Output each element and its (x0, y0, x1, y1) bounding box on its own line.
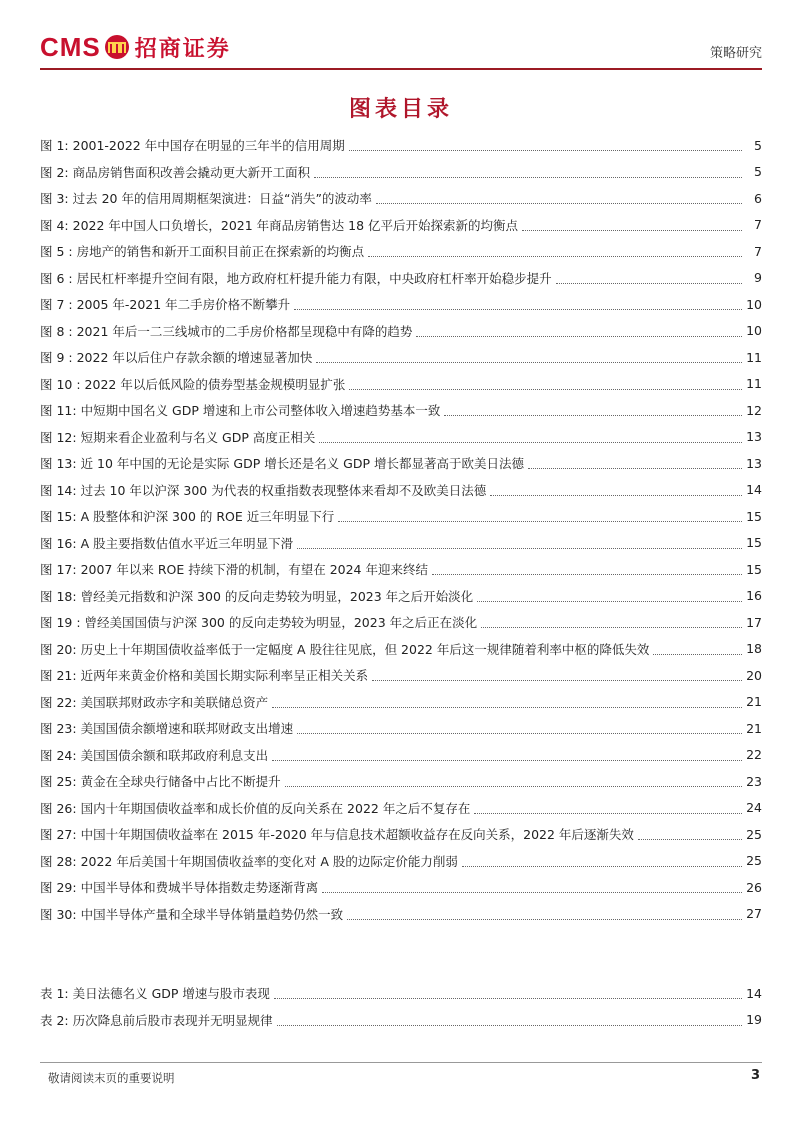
dot-leader (490, 494, 742, 496)
figure-entry-label: 图 11: 中短期中国名义 GDP 增速和上市公司整体收入增速趋势基本一致 (40, 403, 441, 419)
section-label: 策略研究 (709, 46, 762, 61)
figure-entry[interactable] (40, 265, 762, 292)
dot-leader (432, 573, 742, 575)
figure-list (40, 132, 762, 927)
figure-entry-label: 图 27: 中国十年期国债收益率在 2015 年-2020 年与信息技术超额收益存在反向关系，2022 年后逐渐失效 (40, 827, 634, 843)
dot-leader (277, 1024, 742, 1026)
figure-entry-page: 26 (746, 879, 762, 895)
dot-leader (297, 732, 742, 734)
dot-leader (347, 918, 742, 920)
table-entry[interactable] (40, 980, 762, 1007)
figure-entry-page: 10 (746, 296, 762, 312)
figure-entry-label: 图 22: 美国联邦财政赤字和美联储总资产 (40, 694, 269, 710)
figure-entry-page: 12 (746, 402, 762, 418)
figure-entry-page: 17 (746, 614, 762, 630)
dot-leader (319, 441, 742, 443)
figure-entry[interactable] (40, 503, 762, 530)
figure-entry-page: 6 (754, 190, 762, 206)
figure-entry-page: 20 (746, 667, 762, 683)
figure-entry[interactable] (40, 291, 762, 318)
figure-entry-page: 14 (746, 482, 762, 498)
dot-leader (372, 679, 742, 681)
figure-entry-page: 9 (754, 270, 762, 286)
figure-entry-label: 图 10 : 2022 年以后低风险的债券型基金规模明显扩张 (40, 376, 346, 392)
figure-entry-page: 23 (746, 773, 762, 789)
figure-entry-page: 27 (746, 906, 762, 922)
figure-entry[interactable] (40, 609, 762, 636)
figure-entry-label: 图 12: 短期来看企业盈利与名义 GDP 高度正相关 (40, 429, 316, 445)
figure-entry[interactable] (40, 662, 762, 689)
dot-leader (349, 149, 742, 151)
figure-entry[interactable] (40, 344, 762, 371)
figure-entry-label: 图 8 : 2021 年后一二三线城市的二手房价格都呈现稳中有降的趋势 (40, 323, 413, 339)
figure-entry[interactable] (40, 212, 762, 239)
figure-entry[interactable] (40, 185, 762, 212)
figure-entry-page: 5 (754, 164, 762, 180)
figure-entry[interactable] (40, 238, 762, 265)
dot-leader (474, 812, 742, 814)
figure-entry-label: 图 28: 2022 年后美国十年期国债收益率的变化对 A 股的边际定价能力削弱 (40, 853, 458, 869)
figure-entry-page: 13 (746, 455, 762, 471)
figure-entry[interactable] (40, 424, 762, 451)
figure-entry-page: 10 (746, 323, 762, 339)
company-logo (40, 30, 231, 64)
logo-mark-icon (105, 35, 129, 59)
dot-leader (638, 838, 742, 840)
logo-cms-text: CMS (40, 31, 101, 62)
figure-entry[interactable] (40, 530, 762, 557)
figure-entry[interactable] (40, 742, 762, 769)
figure-entry-label: 图 25: 黄金在全球央行储备中占比不断提升 (40, 774, 281, 790)
figure-entry-page: 5 (754, 137, 762, 153)
company-name: 招商证券 (134, 36, 231, 62)
page-number: 3 (750, 1068, 760, 1083)
figure-entry-label: 图 4: 2022 年中国人口负增长，2021 年商品房销售达 18 亿平后开始探索新的均衡点 (40, 217, 519, 233)
figure-entry-page: 15 (746, 508, 762, 524)
figure-entry[interactable] (40, 159, 762, 186)
figure-entry-page: 15 (746, 535, 762, 551)
figure-entry[interactable] (40, 636, 762, 663)
figure-entry-page: 21 (746, 720, 762, 736)
figure-entry[interactable] (40, 768, 762, 795)
dot-leader (285, 785, 742, 787)
figure-entry-label: 图 26: 国内十年期国债收益率和成长价值的反向关系在 2022 年之后不复存在 (40, 800, 471, 816)
table-entry[interactable] (40, 1007, 762, 1034)
dot-leader (556, 282, 742, 284)
figure-entry-page: 7 (754, 217, 762, 233)
figure-entry[interactable] (40, 132, 762, 159)
figure-entry-page: 25 (746, 826, 762, 842)
figure-entry-label: 图 23: 美国国债余额增速和联邦财政支出增速 (40, 721, 294, 737)
figure-entry-page: 11 (746, 376, 762, 392)
dot-leader (272, 759, 742, 761)
figure-entry-page: 25 (746, 853, 762, 869)
figure-entry[interactable] (40, 450, 762, 477)
figure-entry-label: 图 1: 2001-2022 年中国存在明显的三年半的信用周期 (40, 138, 345, 154)
figure-entry[interactable] (40, 318, 762, 345)
figure-entry-label: 图 14: 过去 10 年以沪深 300 为代表的权重指数表现整体来看却不及欧美日法德 (40, 482, 487, 498)
figure-entry-label: 图 3: 过去 20 年的信用周期框架演进：日益“消失”的波动率 (40, 191, 372, 207)
figure-entry-label: 图 5 : 房地产的销售和新开工面积目前正在探索新的均衡点 (40, 244, 365, 260)
figure-entry[interactable] (40, 848, 762, 875)
figure-entry[interactable] (40, 901, 762, 928)
figure-entry-page: 16 (746, 588, 762, 604)
figure-entry-label: 图 24: 美国国债余额和联邦政府利息支出 (40, 747, 269, 763)
table-list (40, 980, 762, 1033)
dot-leader (338, 520, 742, 522)
figure-entry-label: 图 19 : 曾经美国国债与沪深 300 的反向走势较为明显，2023 年之后正在淡化 (40, 615, 478, 631)
dot-leader (368, 255, 742, 257)
table-entry-page: 14 (746, 985, 762, 1001)
figure-entry[interactable] (40, 795, 762, 822)
figure-entry-label: 图 30: 中国半导体产量和全球半导体销量趋势仍然一致 (40, 906, 344, 922)
dot-leader (322, 891, 742, 893)
figure-entry[interactable] (40, 371, 762, 398)
logo-m-glyph-icon (108, 40, 126, 54)
figure-entry-label: 图 17: 2007 年以来 ROE 持续下滑的机制，有望在 2024 年迎来终结 (40, 562, 428, 578)
table-entry-label: 表 1: 美日法德名义 GDP 增速与股市表现 (40, 986, 270, 1002)
figure-entry-page: 24 (746, 800, 762, 816)
figure-entry[interactable] (40, 874, 762, 901)
header-divider (40, 68, 762, 70)
dot-leader (481, 626, 742, 628)
figure-entry-label: 图 9 : 2022 年以后住户存款余额的增速显著加快 (40, 350, 313, 366)
figure-entry[interactable] (40, 556, 762, 583)
figure-entry-page: 18 (746, 641, 762, 657)
figure-entry[interactable] (40, 821, 762, 848)
dot-leader (349, 388, 742, 390)
figure-entry-page: 22 (746, 747, 762, 763)
dot-leader (444, 414, 742, 416)
dot-leader (297, 547, 742, 549)
figure-entry-page: 11 (746, 349, 762, 365)
dot-leader (462, 865, 742, 867)
footer-disclaimer: 敬请阅读末页的重要说明 (48, 1071, 175, 1085)
dot-leader (272, 706, 742, 708)
dot-leader (294, 308, 742, 310)
figure-entry[interactable] (40, 583, 762, 610)
figure-entry-label: 图 18: 曾经美元指数和沪深 300 的反向走势较为明显，2023 年之后开始淡化 (40, 588, 474, 604)
table-entry-page: 19 (746, 1012, 762, 1028)
figure-entry[interactable] (40, 689, 762, 716)
figure-entry[interactable] (40, 397, 762, 424)
dot-leader (477, 600, 742, 602)
figure-entry-label: 图 13: 近 10 年中国的无论是实际 GDP 增长还是名义 GDP 增长都显著高于欧美日法德 (40, 456, 525, 472)
dot-leader (316, 361, 742, 363)
dot-leader (416, 335, 742, 337)
dot-leader (653, 653, 742, 655)
figure-entry-label: 图 7 : 2005 年-2021 年二手房价格不断攀升 (40, 297, 291, 313)
table-entry-label: 表 2: 历次降息前后股市表现并无明显规律 (40, 1012, 273, 1028)
figure-entry-label: 图 6 : 居民杠杆率提升空间有限，地方政府杠杆提升能力有限，中央政府杠杆率开始稳步提升 (40, 270, 552, 286)
figure-entry-page: 13 (746, 429, 762, 445)
figure-entry-label: 图 16: A 股主要指数估值水平近三年明显下滑 (40, 535, 294, 551)
figure-entry-label: 图 2: 商品房销售面积改善会撬动更大新开工面积 (40, 164, 311, 180)
figure-entry-label: 图 15: A 股整体和沪深 300 的 ROE 近三年明显下行 (40, 509, 335, 525)
figure-entry-page: 21 (746, 694, 762, 710)
dot-leader (522, 229, 742, 231)
page-header (40, 28, 762, 68)
toc-title: 图表目录 (348, 97, 453, 122)
figure-entry-page: 7 (754, 243, 762, 259)
dot-leader (314, 176, 742, 178)
figure-entry-label: 图 20: 历史上十年期国债收益率低于一定幅度 A 股往往见底，但 2022 年后这一规律随着利率中枢的降低失效 (40, 641, 650, 657)
dot-leader (528, 467, 742, 469)
footer-divider (40, 1062, 762, 1063)
figure-entry[interactable] (40, 477, 762, 504)
figure-entry-label: 图 21: 近两年来黄金价格和美国长期实际利率呈正相关关系 (40, 668, 369, 684)
figure-entry-page: 15 (746, 561, 762, 577)
figure-entry[interactable] (40, 715, 762, 742)
figure-entry-label: 图 29: 中国半导体和费城半导体指数走势逐渐背离 (40, 880, 319, 896)
dot-leader (376, 202, 742, 204)
dot-leader (274, 997, 742, 999)
